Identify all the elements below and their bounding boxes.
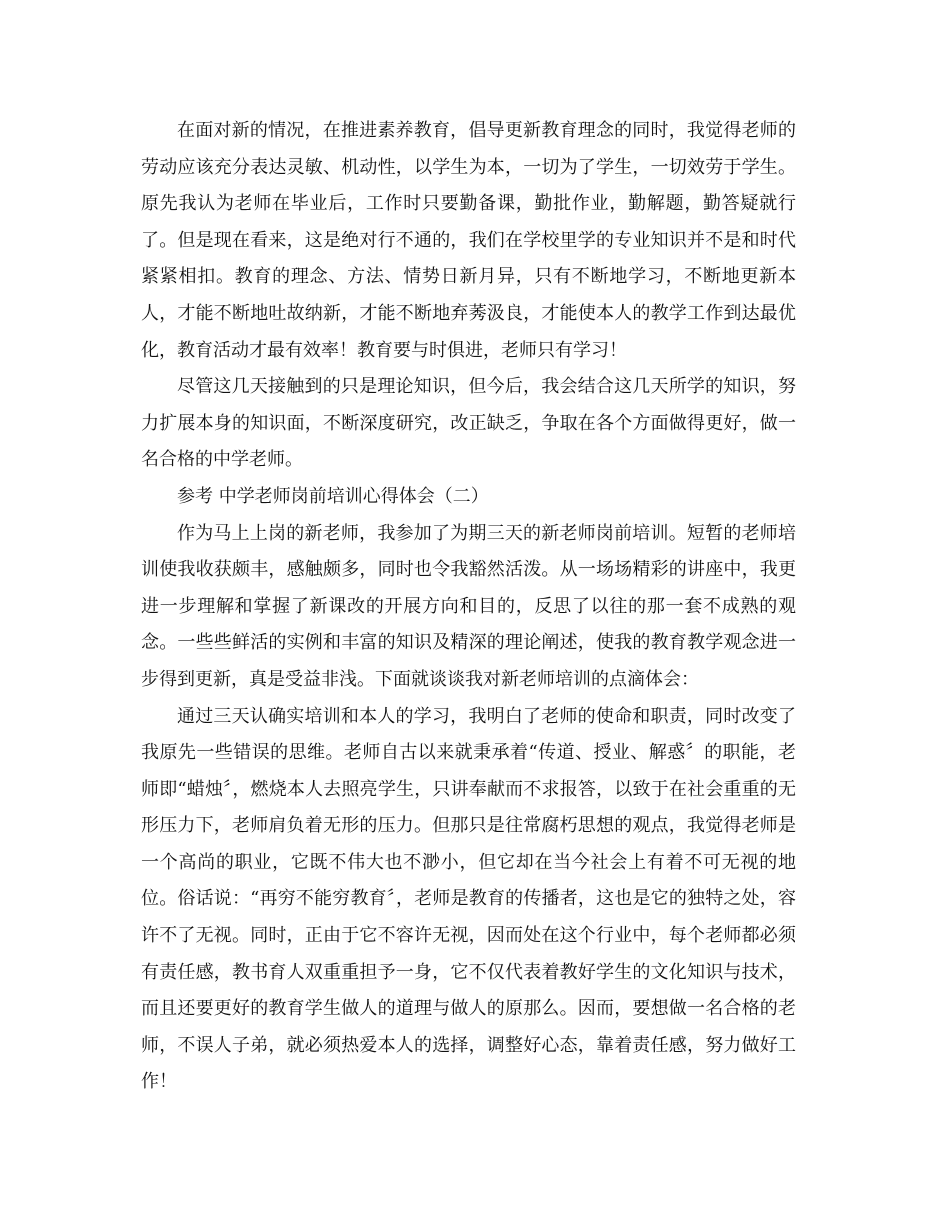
section-heading: 参考 中学老师岗前培训心得体会（二） (177, 485, 489, 507)
paragraph-1: 在面对新的情况，在推进素养教育，倡导更新教育理念的同时，我觉得老师的劳动应该充分表达灵敏、机动性，以学生为本，一切为了学生，一切效劳于学生。原先我认为老师在毕业后，工作时只要勤备课，勤批作业，勤解题，勤答疑就行了。但是现在看来，这是绝对行不通的，我们在学校里学的专业知识并不是和时代紧紧相扣。教育的理念、方法、情势日新月异，只有不断地学习，不断地更新本人，才能不断地吐故纳新，才能不断地弃莠汲良，才能使本人的教学工作到达最优化，教育活动才最有效率！教育要与时俱进，老师只有学习！ (141, 120, 796, 361)
paragraph-4: 通过三天认确实培训和本人的学习，我明白了老师的使命和职责，同时改变了我原先一些错误的思维。老师自古以来就秉承着“传道、授业、解惑〞的职能，老师即“蜡烛〞，燃烧本人去照亮学生，只讲奉献而不求报答，以致于在社会重重的无形压力下，老师肩负着无形的压力。但那只是往常腐朽思想的观点，我觉得老师是一个高尚的职业，它既不伟大也不渺小，但它却在当今社会上有着不可无视的地位。俗话说：“再穷不能穷教育〞，老师是教育的传播者，这也是它的独特之处，容许不了无视。同时，正由于它不容许无视，因而处在这个行业中，每个老师都必须有责任感，教书育人双重重担予一身，它不仅代表着教好学生的文化知识与技术，而且还要更好的教育学生做人的道理与做人的原那么。因而，要想做一名合格的老师，不误人子弟，就必须热爱本人的选择，调整好心态，靠着责任感，努力做好工作！ (141, 705, 796, 1093)
document-body (141, 113, 796, 1101)
paragraph-2: 尽管这几天接触到的只是理论知识，但今后，我会结合这几天所学的知识，努力扩展本身的知识面，不断深度研究，改正缺乏，争取在各个方面做得更好，做一名合格的中学老师。 (141, 376, 796, 471)
paragraph-3: 作为马上上岗的新老师，我参加了为期三天的新老师岗前培训。短暂的老师培训使我收获颇丰，感触颇多，同时也令我豁然活泼。从一场场精彩的讲座中，我更进一步理解和掌握了新课改的开展方向和目的，反思了以往的那一套不成熟的观念。一些些鲜活的实例和丰富的知识及精深的理论阐述，使我的教育教学观念进一步得到更新，真是受益非浅。下面就谈谈我对新老师培训的点滴体会： (141, 522, 796, 690)
